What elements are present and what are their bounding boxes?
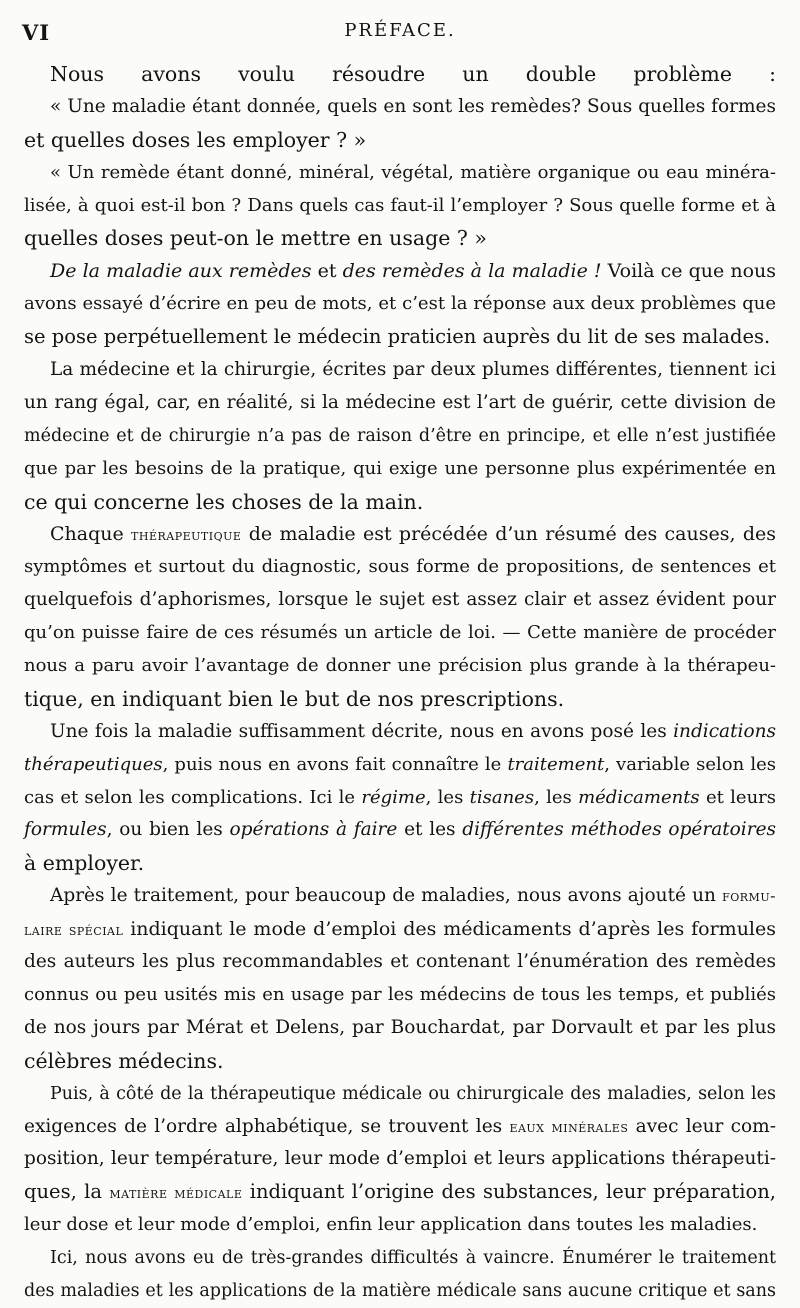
italic-phrase: indications xyxy=(673,720,776,742)
text-line: des auteurs les plus recommandables et contenant l’énumération des remèdes xyxy=(24,951,776,973)
italic-phrase: médicaments xyxy=(578,786,700,808)
text-line: à employer. xyxy=(24,851,145,876)
text-line: lisée, à quoi est-il bon ? Dans quels cas faut-il l’employer ? Sous quelle forme et à xyxy=(24,194,776,216)
running-title: PRÉFACE. xyxy=(344,20,456,41)
text-line: et quelles doses les employer ? » xyxy=(24,127,367,152)
text-line: se pose perpétuellement le médecin praticien auprès du lit de ses malades. xyxy=(24,325,771,349)
text-line: exigences de l’ordre alphabétique, se trouvent les eaux minérales avec leur com- xyxy=(24,1115,776,1137)
text-line: que par les besoins de la pratique, qui exige une personne plus expérimentée en xyxy=(24,457,776,479)
text-line: un rang égal, car, en réalité, si la médecine est l’art de guérir, cette division de xyxy=(24,391,776,413)
page-header xyxy=(22,20,778,50)
italic-phrase: traitement xyxy=(507,753,605,775)
text-line: Une fois la maladie suffisamment décrite, nous en avons posé les indications xyxy=(50,720,776,742)
text-line: De la maladie aux remèdes et des remèdes à la maladie ! Voilà ce que nous xyxy=(50,260,777,283)
italic-phrase: des remèdes à la maladie ! xyxy=(342,260,602,283)
text-line: médecine et de chirurgie n’a pas de raison d’être en principe, et elle n’est justifiée xyxy=(24,425,776,446)
smallcaps-term: eaux minérales xyxy=(509,1116,629,1136)
italic-phrase: thérapeutiques xyxy=(24,753,163,775)
smallcaps-term: matière médicale xyxy=(109,1183,243,1203)
smallcaps-term: formu- xyxy=(722,886,776,906)
text-line: connus ou peu usités mis en usage par les médecins de tous les temps, et publiés xyxy=(24,983,776,1005)
text-line: « Une maladie étant donnée, quels en sont les remèdes? Sous quelles formes xyxy=(50,95,776,117)
text-line: avons essayé d’écrire en peu de mots, et c’est la réponse aux deux problèmes que xyxy=(24,293,776,315)
text-line: de nos jours par Mérat et Delens, par Bouchardat, par Dorvault et par les plus xyxy=(24,1016,776,1038)
text-line: des maladies et les applications de la matière médicale sans aucune critique et sans xyxy=(24,1280,776,1301)
text-line: Puis, à côté de la thérapeutique médicale ou chirurgicale des maladies, selon les xyxy=(50,1083,776,1104)
italic-phrase: formules xyxy=(24,819,107,841)
italic-phrase: De la maladie aux remèdes xyxy=(50,260,312,283)
text-line: leur dose et leur mode d’emploi, enfin leur application dans toutes les maladies. xyxy=(24,1214,758,1236)
text-line: qu’on puisse faire de ces résumés un article de loi. — Cette manière de procéder xyxy=(24,622,776,644)
italic-phrase: tisanes xyxy=(469,786,535,808)
text-line: nous a paru avoir l’avantage de donner une précision plus grande à la thérapeu- xyxy=(24,655,776,677)
text-line: symptômes et surtout du diagnostic, sous forme de propositions, de sentences et xyxy=(24,556,776,578)
text-line: Nous avons voulu résoudre un double problème : xyxy=(50,62,776,86)
text-line: thérapeutiques, puis nous en avons fait connaître le traitement, variable selon les xyxy=(24,753,776,775)
preface-text xyxy=(24,58,776,1308)
text-line: « Un remède étant donné, minéral, végétal, matière organique ou eau minéra- xyxy=(50,161,776,183)
text-line: ques, la matière médicale indiquant l’origine des substances, leur préparation, xyxy=(24,1180,777,1204)
text-line: cas et selon les complications. Ici le régime, les tisanes, les médicaments et leurs xyxy=(24,786,777,808)
text-line: célèbres médecins. xyxy=(24,1048,224,1073)
text-line: La médecine et la chirurgie, écrites par deux plumes différentes, tiennent ici xyxy=(50,359,776,381)
italic-phrase: opérations à faire xyxy=(229,819,398,841)
smallcaps-term: laire spécial xyxy=(24,920,124,940)
text-line: ce qui concerne les choses de la main. xyxy=(24,489,424,514)
page-number: VI xyxy=(22,20,51,45)
text-line: position, leur température, leur mode d’emploi et leurs applications thérapeuti- xyxy=(24,1148,776,1170)
text-line: formules, ou bien les opérations à faire et les différentes méthodes opératoires xyxy=(24,819,777,841)
text-line: Ici, nous avons eu de très-grandes difficultés à vaincre. Énumérer le traitement xyxy=(50,1248,776,1269)
text-line: laire spécial indiquant le mode d’emploi des médicaments d’après les formules xyxy=(24,918,777,941)
italic-phrase: différentes méthodes opératoires xyxy=(462,819,777,841)
italic-phrase: régime xyxy=(361,786,426,808)
text-line: Chaque thérapeutique de maladie est précédée d’un résumé des causes, des xyxy=(50,523,776,546)
text-line: quelquefois d’aphorismes, lorsque le sujet est assez clair et assez évident pour xyxy=(24,589,776,611)
smallcaps-term: thérapeutique xyxy=(131,525,242,545)
text-line: tique, en indiquant bien le but de nos prescriptions. xyxy=(24,686,565,711)
text-line: Après le traitement, pour beaucoup de maladies, nous avons ajouté un formu- xyxy=(50,885,776,907)
text-line: quelles doses peut-on le mettre en usage ? » xyxy=(24,226,487,251)
